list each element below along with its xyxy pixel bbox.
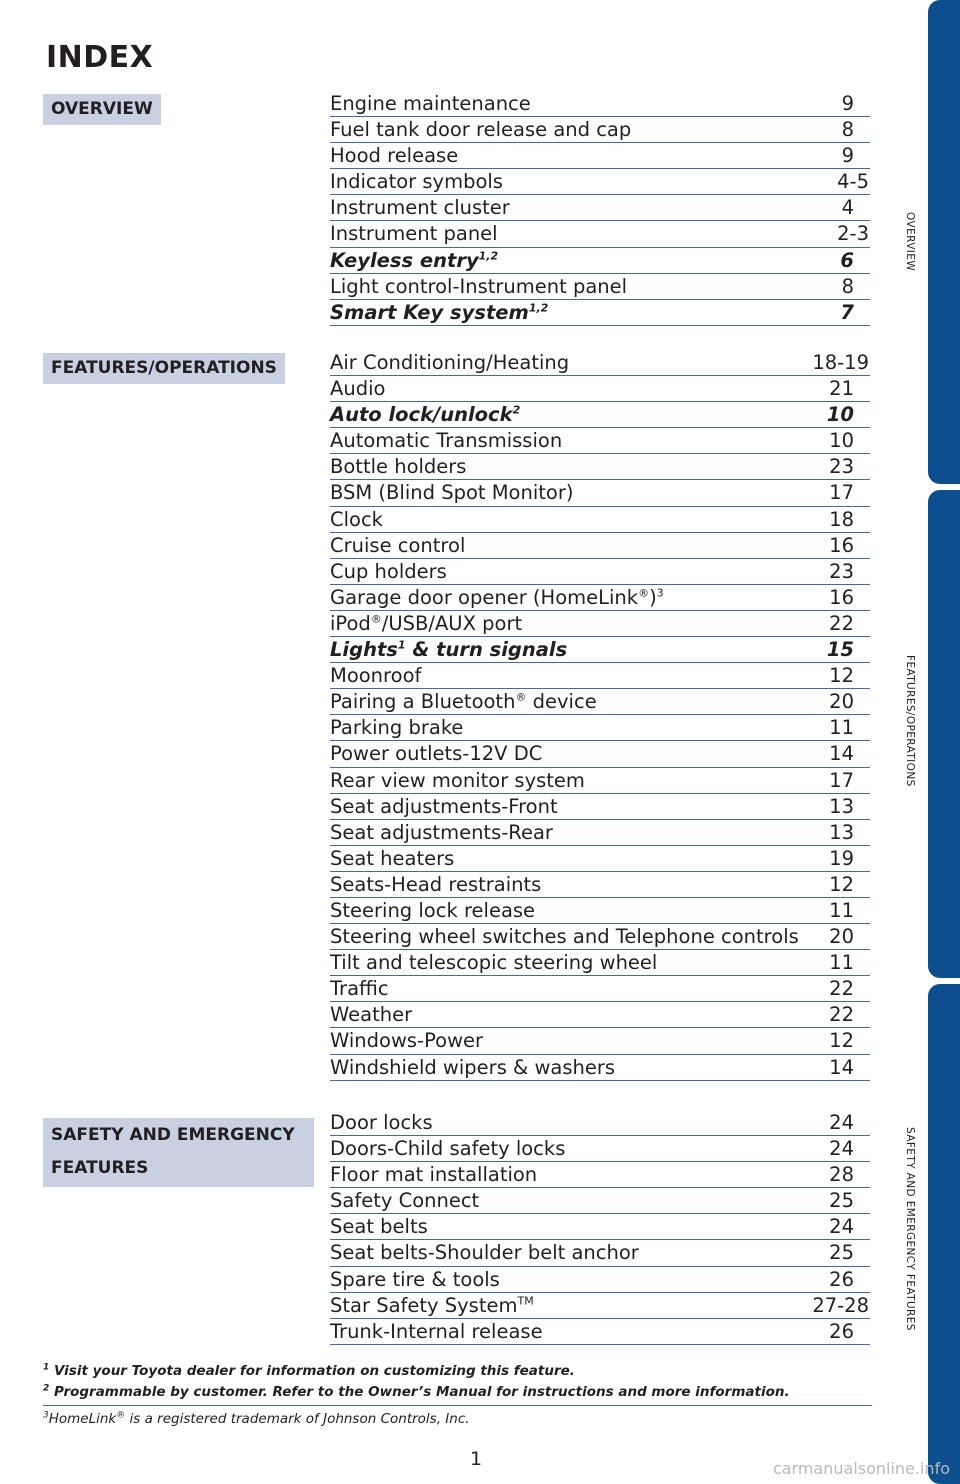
entry-label: Windows-Power: [330, 1029, 484, 1053]
entry-label: Hood release: [330, 144, 459, 168]
index-row[interactable]: [330, 350, 870, 376]
features-index-list: [330, 350, 870, 1081]
entry-label: Doors-Child safety locks: [330, 1137, 566, 1161]
entry-label: Automatic Transmission: [330, 429, 563, 453]
index-row[interactable]: [330, 1240, 870, 1266]
entry-page: 17: [829, 768, 854, 792]
index-row[interactable]: [330, 533, 870, 559]
footnote-3: $^3$HomeLink® is a registered trademark of Johnson Controls, Inc.: [43, 1410, 470, 1427]
entry-page: 22: [829, 611, 854, 635]
entry-label: Seat belts-Shoulder belt anchor: [330, 1241, 639, 1265]
index-row[interactable]: [330, 507, 870, 533]
tab-features[interactable]: [928, 490, 960, 978]
entry-label: Lights$^1$ & turn signals: [330, 638, 568, 662]
section-label-safety: [43, 1118, 314, 1187]
entry-page: 25: [829, 1241, 854, 1265]
entry-page: 10: [829, 429, 854, 453]
entry-page: 24: [829, 1111, 854, 1134]
index-row[interactable]: [330, 1055, 870, 1081]
entry-page: 8: [841, 274, 854, 298]
index-row[interactable]: [330, 143, 870, 169]
entry-page: 22: [829, 1003, 854, 1027]
entry-label: Seat belts: [330, 1215, 428, 1239]
index-row[interactable]: [330, 300, 870, 326]
entry-label: Pairing a Bluetooth® device: [330, 690, 597, 714]
index-row[interactable]: [330, 1162, 870, 1188]
index-row[interactable]: [330, 820, 870, 846]
entry-page: 23: [829, 559, 854, 583]
index-row[interactable]: [330, 1293, 870, 1319]
entry-label: Steering wheel switches and Telephone controls: [330, 925, 799, 949]
index-row[interactable]: [330, 846, 870, 872]
entry-page: 14: [829, 742, 854, 766]
footnote-divider: [43, 1405, 872, 1406]
entry-page: 24: [829, 1215, 854, 1239]
index-row[interactable]: [330, 1002, 870, 1028]
index-row[interactable]: [330, 611, 870, 637]
index-row[interactable]: [330, 221, 870, 247]
entry-label: Star Safety System™: [330, 1293, 534, 1317]
side-tabs: [928, 0, 960, 1484]
index-row[interactable]: [330, 1214, 870, 1240]
entry-page: 11: [829, 951, 854, 975]
entry-label: Parking brake: [330, 716, 464, 740]
entry-label: BSM (Blind Spot Monitor): [330, 481, 574, 505]
index-row[interactable]: [330, 794, 870, 820]
index-row[interactable]: [330, 195, 870, 221]
entry-page: 22: [829, 977, 854, 1001]
safety-index-list: [330, 1110, 870, 1345]
entry-page: 6: [840, 248, 854, 272]
index-row[interactable]: [330, 741, 870, 767]
entry-label: Seats-Head restraints: [330, 872, 542, 896]
entry-label: Air Conditioning/Heating: [330, 351, 570, 374]
entry-page: 12: [829, 1029, 854, 1053]
entry-page: 24: [829, 1137, 854, 1161]
index-row[interactable]: [330, 402, 870, 428]
entry-label: Clock: [330, 507, 383, 531]
entry-label: Weather: [330, 1003, 413, 1027]
entry-page: 9: [841, 92, 854, 115]
entry-page: 14: [829, 1055, 854, 1079]
entry-label: Windshield wipers & washers: [330, 1055, 616, 1079]
index-row[interactable]: [330, 376, 870, 402]
entry-page: 18: [829, 507, 854, 531]
index-row[interactable]: [330, 454, 870, 480]
index-row[interactable]: [330, 1267, 870, 1293]
entry-label: Smart Key system$^{1,2}$: [330, 300, 549, 324]
overview-index-list: [330, 91, 870, 326]
entry-page: 27-28: [812, 1293, 869, 1317]
entry-page: 18-19: [812, 351, 869, 374]
index-row[interactable]: [330, 715, 870, 741]
entry-label: Rear view monitor system: [330, 768, 585, 792]
entry-page: 25: [829, 1189, 854, 1213]
entry-label: Moonroof: [330, 664, 422, 688]
entry-page: 17: [829, 481, 854, 505]
index-row[interactable]: [330, 1136, 870, 1162]
entry-label: Traffic: [330, 977, 389, 1001]
section-label-overview: OVERVIEW: [43, 94, 161, 125]
entry-label: Instrument cluster: [330, 196, 510, 220]
entry-label: Audio: [330, 377, 386, 401]
index-row[interactable]: [330, 1319, 870, 1345]
entry-page: 11: [829, 716, 854, 740]
page-number: 1: [470, 1448, 483, 1470]
index-row[interactable]: [330, 585, 870, 611]
index-row[interactable]: [330, 663, 870, 689]
entry-label: Fuel tank door release and cap: [330, 118, 632, 142]
entry-label: Seat adjustments-Rear: [330, 820, 553, 844]
entry-label: Instrument panel: [330, 222, 498, 246]
index-row[interactable]: [330, 637, 870, 663]
index-row[interactable]: [330, 91, 870, 117]
index-row[interactable]: [330, 274, 870, 300]
entry-label: Steering lock release: [330, 898, 536, 922]
entry-label: Bottle holders: [330, 455, 467, 479]
entry-label: Tilt and telescopic steering wheel: [330, 951, 658, 975]
entry-page: 2-3: [837, 222, 869, 246]
index-row[interactable]: [330, 872, 870, 898]
entry-page: 9: [841, 144, 854, 168]
entry-page: 12: [829, 664, 854, 688]
entry-page: 12: [829, 872, 854, 896]
entry-label: Auto lock/unlock$^2$: [330, 403, 521, 427]
section-label-safety-line1: SAFETY AND EMERGENCY: [51, 1125, 295, 1145]
tab-safety[interactable]: [928, 984, 960, 1484]
watermark: carmanualsonline.info: [772, 1459, 950, 1478]
entry-label: Seat adjustments-Front: [330, 794, 558, 818]
footnote-2: $^2$ Programmable by customer. Refer to the Owner’s Manual for instructions and more information.: [43, 1383, 790, 1400]
entry-page: 7: [840, 300, 854, 324]
entry-page: 20: [829, 925, 854, 949]
entry-page: 26: [829, 1267, 854, 1291]
entry-page: 28: [829, 1163, 854, 1187]
entry-label: Keyless entry$^{1,2}$: [330, 248, 499, 272]
entry-page: 26: [829, 1319, 854, 1343]
entry-label: Floor mat installation: [330, 1163, 538, 1187]
index-row[interactable]: [330, 976, 870, 1002]
entry-label: Safety Connect: [330, 1189, 480, 1213]
index-row[interactable]: [330, 898, 870, 924]
index-row[interactable]: [330, 169, 870, 195]
index-row[interactable]: [330, 480, 870, 506]
side-label-overview: OVERVIEW: [904, 212, 916, 272]
entry-label: Garage door opener (HomeLink®)$^3$: [330, 585, 664, 609]
entry-label: Engine maintenance: [330, 92, 531, 115]
entry-page: 15: [826, 638, 854, 662]
entry-label: Indicator symbols: [330, 170, 503, 194]
index-row[interactable]: [330, 689, 870, 715]
section-label-safety-line2: FEATURES: [51, 1158, 149, 1178]
index-row[interactable]: [330, 559, 870, 585]
entry-page: 16: [829, 533, 854, 557]
entry-page: 19: [829, 846, 854, 870]
page-title: INDEX: [46, 40, 154, 75]
entry-page: 4-5: [837, 170, 869, 194]
index-row[interactable]: [330, 950, 870, 976]
entry-label: Spare tire & tools: [330, 1267, 500, 1291]
entry-label: Seat heaters: [330, 846, 455, 870]
footnote-1: $^1$ Visit your Toyota dealer for information on customizing this feature.: [43, 1362, 575, 1379]
index-row[interactable]: [330, 924, 870, 950]
entry-label: Cup holders: [330, 559, 447, 583]
entry-page: 11: [829, 898, 854, 922]
index-row[interactable]: [330, 248, 870, 274]
entry-label: Power outlets-12V DC: [330, 742, 543, 766]
tab-overview[interactable]: [928, 0, 960, 484]
index-row[interactable]: [330, 1188, 870, 1214]
entry-page: 13: [829, 794, 854, 818]
entry-page: 16: [829, 585, 854, 609]
entry-label: Trunk-Internal release: [330, 1319, 543, 1343]
entry-page: 13: [829, 820, 854, 844]
entry-page: 10: [826, 403, 854, 427]
index-row[interactable]: [330, 428, 870, 454]
entry-page: 8: [841, 118, 854, 142]
index-row[interactable]: [330, 1110, 870, 1136]
entry-label: Cruise control: [330, 533, 466, 557]
index-row[interactable]: [330, 117, 870, 143]
entry-label: iPod®/USB/AUX port: [330, 611, 523, 635]
entry-page: 4: [841, 196, 854, 220]
entry-page: 23: [829, 455, 854, 479]
entry-label: Light control-Instrument panel: [330, 274, 628, 298]
index-row[interactable]: [330, 768, 870, 794]
side-label-features: FEATURES/OPERATIONS: [904, 655, 916, 787]
section-label-features: FEATURES/OPERATIONS: [43, 353, 285, 384]
index-row[interactable]: [330, 1028, 870, 1054]
entry-label: Door locks: [330, 1111, 433, 1134]
entry-page: 21: [829, 377, 854, 401]
entry-page: 20: [829, 690, 854, 714]
side-label-safety: SAFETY AND EMERGENCY FEATURES: [904, 1127, 916, 1331]
